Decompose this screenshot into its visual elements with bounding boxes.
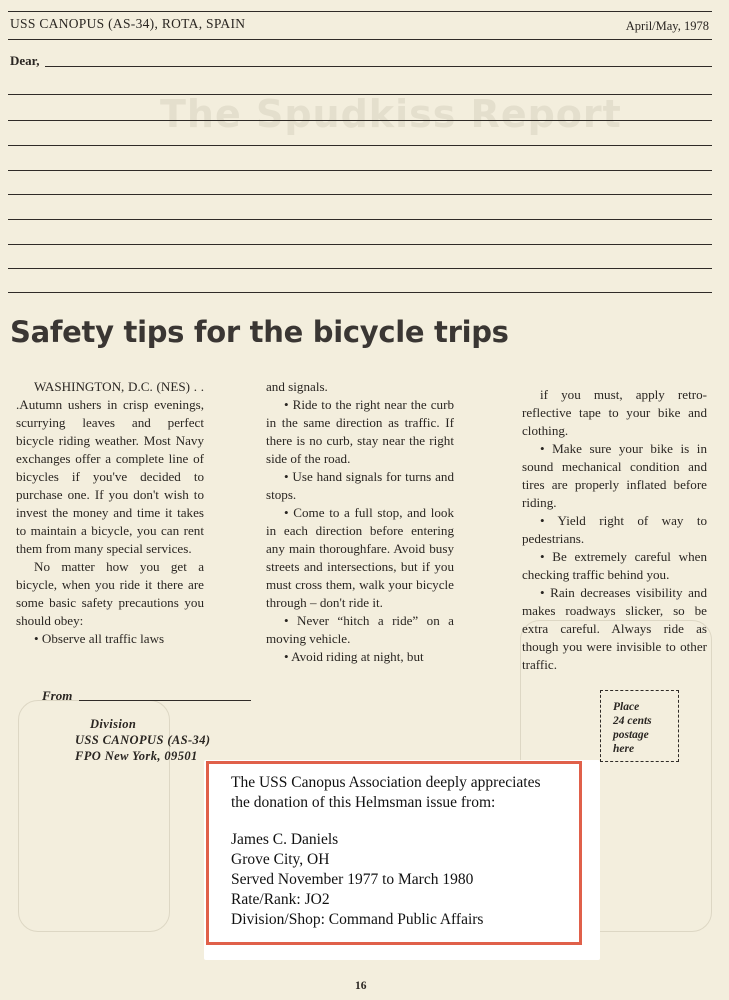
top-rule — [8, 11, 712, 12]
safety-tip: • Never “hitch a ride” on a moving vehicle. — [266, 613, 454, 646]
donation-intro-line: The USS Canopus Association deeply appreciates — [231, 774, 541, 791]
donor-division: Division/Shop: Command Public Affairs — [231, 911, 484, 928]
from-label: From — [42, 688, 73, 703]
greeting-line[interactable] — [45, 66, 712, 67]
postage-stamp-box — [600, 690, 679, 762]
letter-line[interactable] — [8, 170, 712, 171]
article-column-2 — [266, 378, 454, 666]
publication-name: USS CANOPUS (AS-34), ROTA, SPAIN — [10, 16, 246, 31]
safety-tip: • Observe all traffic laws — [34, 631, 165, 646]
letter-line[interactable] — [8, 120, 712, 121]
donor-name: James C. Daniels — [231, 831, 339, 848]
return-address-ship: USS CANOPUS (AS-34) — [75, 733, 211, 747]
safety-tip: • Use hand signals for turns and stops. — [266, 469, 454, 502]
article-column-3 — [522, 386, 707, 674]
safety-tip: • Come to a full stop, and look in each direction before entering any main thoroughfare. Avoid busy streets and intersections, but if you must cross them, walk your bicycle through – don't ride it. — [266, 505, 454, 610]
safety-tip: • Yield right of way to pedestrians. — [522, 513, 707, 546]
donation-card — [206, 761, 582, 945]
letter-line[interactable] — [8, 145, 712, 146]
donation-intro-line: the donation of this Helmsman issue from: — [231, 794, 496, 811]
article-paragraph: and signals. — [266, 379, 328, 394]
article-headline: Safety tips for the bicycle trips — [10, 315, 509, 349]
letter-line[interactable] — [8, 244, 712, 245]
page-number: 16 — [355, 980, 367, 992]
safety-tip: • Rain decreases visibility and makes roadways slicker, so be extra careful. Always ride as though you were invisible to other traffic. — [522, 585, 707, 672]
article-paragraph: WASHINGTON, D.C. (NES) . . .Autumn ushers in crisp evenings, scurrying leaves and perfect bicycle riding weather. Most Navy exchanges offer a complete line of bicycles if you've decided to purchase one. If you don't wish to invest the money and time it takes to maintain a bicycle, you can rent them from many special services. — [16, 379, 204, 556]
stamp-text: Place 24 cents postage here — [613, 701, 652, 755]
letter-line[interactable] — [8, 94, 712, 95]
article-paragraph: if you must, apply retro-reflective tape to your bike and clothing. — [522, 387, 707, 438]
issue-date: April/May, 1978 — [625, 19, 709, 33]
safety-tip: • Make sure your bike is in sound mechanical condition and tires are properly inflated before riding. — [522, 441, 707, 510]
header-rule — [8, 39, 712, 40]
greeting: Dear, — [10, 53, 40, 68]
from-line[interactable] — [79, 700, 251, 701]
safety-tip: • Ride to the right near the curb in the same direction as traffic. If there is no curb, stay near the right side of the road. — [266, 397, 454, 466]
donor-service: Served November 1977 to March 1980 — [231, 871, 474, 888]
donor-rank: Rate/Rank: JO2 — [231, 891, 330, 908]
letter-line[interactable] — [8, 219, 712, 220]
safety-tip: • Be extremely careful when checking traffic behind you. — [522, 549, 707, 582]
donor-location: Grove City, OH — [231, 851, 330, 868]
letter-line[interactable] — [8, 292, 712, 293]
return-address-division: Division — [90, 717, 137, 731]
letter-line[interactable] — [8, 268, 712, 269]
letter-line[interactable] — [8, 194, 712, 195]
background-title: The Spudkiss Report — [160, 92, 622, 136]
article-paragraph: No matter how you get a bicycle, when you ride it there are some basic safety precautions you should obey: — [16, 559, 204, 628]
safety-tip: • Avoid riding at night, but — [284, 649, 424, 664]
article-column-1 — [16, 378, 204, 648]
return-address-city: FPO New York, 09501 — [75, 749, 198, 763]
